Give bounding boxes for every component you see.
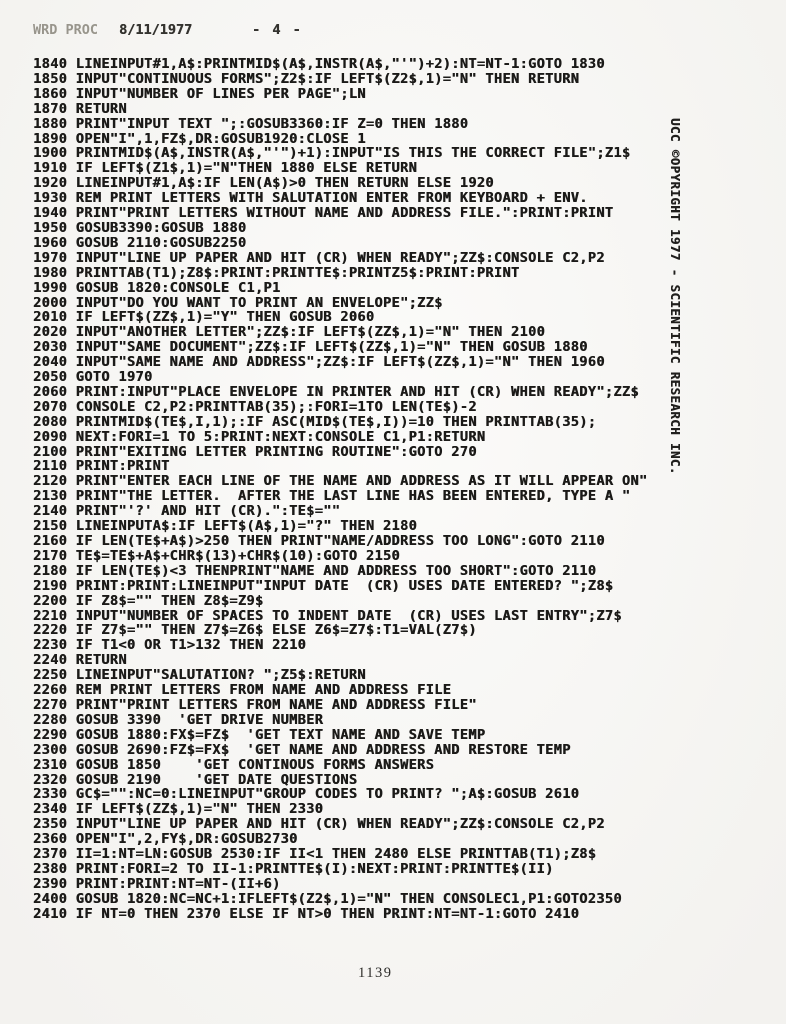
code-line: 2240 RETURN: [33, 652, 127, 669]
code-line: 2180 IF LEN(TE$)<3 THENPRINT"NAME AND ADDRESS TOO SHORT":GOTO 2110: [33, 562, 597, 579]
code-line: 2020 INPUT"ANOTHER LETTER";ZZ$:IF LEFT$(ZZ$,1)="N" THEN 2100: [33, 324, 546, 341]
header-date: 8/11/1977: [119, 22, 193, 38]
code-line: 2330 GC$="":NC=0:LINEINPUT"GROUP CODES TO PRINT? ";A$:GOSUB 2610: [33, 786, 580, 803]
page-header: [0, 22, 786, 40]
code-line: 2050 GOTO 1970: [33, 369, 153, 386]
code-line: 2080 PRINTMID$(TE$,I,1);:IF ASC(MID$(TE$,I))=10 THEN PRINTTAB(35);: [33, 413, 597, 430]
code-line: 2000 INPUT"DO YOU WANT TO PRINT AN ENVELOPE";ZZ$: [33, 294, 443, 311]
code-line: 2070 CONSOLE C2,P2:PRINTTAB(35);:FORI=1TO LEN(TE$)-2: [33, 398, 477, 415]
code-line: 2410 IF NT=0 THEN 2370 ELSE IF NT>0 THEN PRINT:NT=NT-1:GOTO 2410: [33, 905, 580, 922]
code-line: 1890 OPEN"I",1,FZ$,DR:GOSUB1920:CLOSE 1: [33, 130, 366, 147]
code-line: 2340 IF LEFT$(ZZ$,1)="N" THEN 2330: [33, 801, 324, 818]
code-line: 2260 REM PRINT LETTERS FROM NAME AND ADDRESS FILE: [33, 682, 452, 699]
code-line: 2190 PRINT:PRINT:LINEINPUT"INPUT DATE (CR) USES DATE ENTERED? ";Z8$: [33, 577, 614, 594]
code-line: 2390 PRINT:PRINT:NT=NT-(II+6): [33, 875, 281, 892]
code-line: 2400 GOSUB 1820:NC=NC+1:IFLEFT$(Z2$,1)="N" THEN CONSOLEC1,P1:GOTO2350: [33, 890, 622, 907]
code-line: 2150 LINEINPUTA$:IF LEFT$(A$,1)="?" THEN 2180: [33, 518, 418, 535]
code-line: 2030 INPUT"SAME DOCUMENT";ZZ$:IF LEFT$(ZZ$,1)="N" THEN GOSUB 1880: [33, 339, 588, 356]
code-line: 2290 GOSUB 1880:FX$=FZ$ 'GET TEXT NAME AND SAVE TEMP: [33, 726, 486, 743]
code-line: 1910 IF LEFT$(Z1$,1)="N"THEN 1880 ELSE RETURN: [33, 160, 418, 177]
code-line: 1930 REM PRINT LETTERS WITH SALUTATION ENTER FROM KEYBOARD + ENV.: [33, 190, 588, 207]
code-line: 2300 GOSUB 2690:FZ$=FX$ 'GET NAME AND ADDRESS AND RESTORE TEMP: [33, 741, 571, 758]
code-line: 2280 GOSUB 3390 'GET DRIVE NUMBER: [33, 711, 324, 728]
code-line: 1990 GOSUB 1820:CONSOLE C1,P1: [33, 279, 281, 296]
header-page-marker: - 4 -: [252, 22, 303, 38]
code-line: 2160 IF LEN(TE$+A$)>250 THEN PRINT"NAME/ADDRESS TOO LONG":GOTO 2110: [33, 533, 605, 549]
code-line: 1840 LINEINPUT#1,A$:PRINTMID$(A$,INSTR(A$,"'")+2):NT=NT-1:GOTO 1830: [33, 56, 605, 72]
code-line: 2370 II=1:NT=LN:GOSUB 2530:IF II<1 THEN 2480 ELSE PRINTTAB(T1);Z8$: [33, 846, 597, 863]
code-line: 1940 PRINT"PRINT LETTERS WITHOUT NAME AND ADDRESS FILE.":PRINT:PRINT: [33, 205, 614, 222]
code-line: 2310 GOSUB 1850 'GET CONTINOUS FORMS ANSWERS: [33, 756, 435, 773]
code-line: 2320 GOSUB 2190 'GET DATE QUESTIONS: [33, 771, 358, 788]
code-line: 1870 RETURN: [33, 100, 127, 117]
code-line: 2230 IF T1<0 OR T1>132 THEN 2210: [33, 637, 307, 654]
code-line: 2360 OPEN"I",2,FY$,DR:GOSUB2730: [33, 831, 298, 848]
code-line: 2380 PRINT:FORI=2 TO II-1:PRINTTE$(I):NEXT:PRINT:PRINTTE$(II): [33, 860, 554, 877]
code-line: 1920 LINEINPUT#1,A$:IF LEN(A$)>0 THEN RETURN ELSE 1920: [33, 175, 494, 192]
code-line: 2200 IF Z8$="" THEN Z8$=Z9$: [33, 592, 264, 609]
code-line: 2040 INPUT"SAME NAME AND ADDRESS";ZZ$:IF LEFT$(ZZ$,1)="N" THEN 1960: [33, 354, 605, 371]
code-line: 1900 PRINTMID$(A$,INSTR(A$,"'")+1):INPUT"IS THIS THE CORRECT FILE";Z1$: [33, 145, 631, 162]
code-line: 2130 PRINT"THE LETTER. AFTER THE LAST LINE HAS BEEN ENTERED, TYPE A ": [33, 488, 631, 505]
code-line: 1980 PRINTTAB(T1);Z8$:PRINT:PRINTTE$:PRINTZ5$:PRINT:PRINT: [33, 264, 520, 281]
code-line: 2100 PRINT"EXITING LETTER PRINTING ROUTINE":GOTO 270: [33, 443, 477, 460]
code-line: 2060 PRINT:INPUT"PLACE ENVELOPE IN PRINTER AND HIT (CR) WHEN READY";ZZ$: [33, 383, 639, 400]
code-line: 2170 TE$=TE$+A$+CHR$(13)+CHR$(10):GOTO 2150: [33, 547, 400, 564]
code-line: 1950 GOSUB3390:GOSUB 1880: [33, 219, 247, 236]
code-line: 2140 PRINT"'?' AND HIT (CR).":TE$="": [33, 503, 341, 520]
code-line: 2010 IF LEFT$(ZZ$,1)="Y" THEN GOSUB 2060: [33, 309, 375, 326]
code-line: 2250 LINEINPUT"SALUTATION? ";Z5$:RETURN: [33, 667, 366, 684]
code-line: 2110 PRINT:PRINT: [33, 458, 170, 475]
code-line: 2220 IF Z7$="" THEN Z7$=Z6$ ELSE Z6$=Z7$:T1=VAL(Z7$): [33, 622, 477, 639]
code-line: 1850 INPUT"CONTINUOUS FORMS";Z2$:IF LEFT$(Z2$,1)="N" THEN RETURN: [33, 70, 580, 87]
code-line: 2090 NEXT:FORI=1 TO 5:PRINT:NEXT:CONSOLE C1,P1:RETURN: [33, 428, 486, 445]
program-name: WRD PROC: [33, 22, 99, 38]
code-line: 1960 GOSUB 2110:GOSUB2250: [33, 234, 247, 251]
page-number: 1139: [358, 965, 393, 981]
code-line: 2210 INPUT"NUMBER OF SPACES TO INDENT DATE (CR) USES LAST ENTRY";Z7$: [33, 607, 622, 624]
copyright-sidenote: UCC ©OPYRIGHT 1977 - SCIENTIFIC RESEARCH INC.: [668, 118, 683, 475]
basic-code-listing: [33, 57, 673, 922]
code-line: 1970 INPUT"LINE UP PAPER AND HIT (CR) WHEN READY";ZZ$:CONSOLE C2,P2: [33, 249, 605, 266]
code-line: 1860 INPUT"NUMBER OF LINES PER PAGE";LN: [33, 85, 366, 102]
code-line: 1880 PRINT"INPUT TEXT ";:GOSUB3360:IF Z=0 THEN 1880: [33, 115, 469, 132]
code-line: 2270 PRINT"PRINT LETTERS FROM NAME AND ADDRESS FILE": [33, 696, 477, 713]
code-line: 2120 PRINT"ENTER EACH LINE OF THE NAME AND ADDRESS AS IT WILL APPEAR ON": [33, 473, 648, 490]
code-line: 2350 INPUT"LINE UP PAPER AND HIT (CR) WHEN READY";ZZ$:CONSOLE C2,P2: [33, 816, 605, 833]
